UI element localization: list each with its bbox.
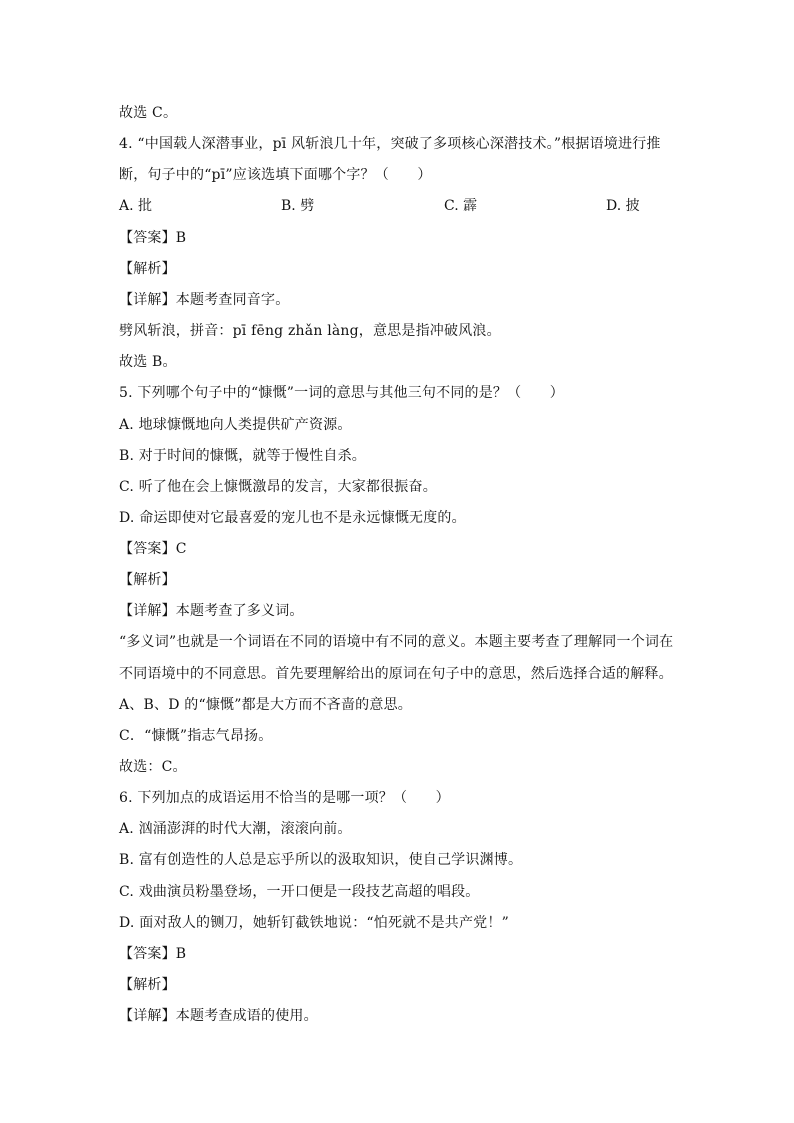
question-5-detail: 【详解】本题考查了多义词。: [119, 603, 304, 619]
question-4-option-b: B. 劈: [281, 198, 315, 214]
question-5-option-d: D. 命运即使对它最喜爱的宠儿也不是永远慷慨无度的。: [119, 510, 466, 526]
question-4-option-c: C. 霹: [444, 198, 478, 214]
question-4-explanation: 劈风斩浪，拼音：pī fēng zhǎn làng，意思是指冲破风浪。: [119, 323, 501, 339]
question-5-option-b: B. 对于时间的慷慨，就等于慢性自杀。: [119, 448, 366, 464]
question-6-answer: 【答案】B: [119, 946, 187, 962]
question-6-option-a: A. 汹涌澎湃的时代大潮，滚滚向前。: [119, 821, 352, 837]
question-4-option-d: D. 披: [606, 198, 640, 214]
question-5-explanation-line3: A、B、D 的“慷慨”都是大方而不吝啬的意思。: [119, 697, 412, 713]
question-5-explanation-line4: C．“慷慨”指志气昂扬。: [119, 728, 273, 744]
question-5-stem: 5. 下列哪个句子中的“慷慨”一词的意思与其他三句不同的是？（ ）: [119, 385, 564, 401]
question-6-analysis-heading: 【解析】: [119, 977, 176, 993]
question-5-conclusion: 故选：C。: [119, 759, 187, 775]
answer-conclusion-q3: 故选 C。: [119, 105, 178, 121]
question-6-option-c: C. 戏曲演员粉墨登场，一开口便是一段技艺高超的唱段。: [119, 884, 480, 900]
question-5-explanation-line2: 不同语境中的不同意思。首先要理解给出的原词在句子中的意思，然后选择合适的解释。: [119, 666, 673, 682]
question-5-answer: 【答案】C: [119, 541, 187, 557]
question-4-analysis-heading: 【解析】: [119, 261, 176, 277]
question-6-option-d: D. 面对敌人的铡刀，她斩钉截铁地说：“怕死就不是共产党！”: [119, 915, 509, 931]
question-4-detail: 【详解】本题考查同音字。: [119, 292, 290, 308]
question-4-stem-line1: 4. “中国载人深潜事业，pī 风斩浪几十年，突破了多项核心深潜技术。”根据语境进行推: [119, 136, 661, 152]
question-5-option-c: C. 听了他在会上慷慨激昂的发言，大家都很振奋。: [119, 479, 437, 495]
question-6-option-b: B. 富有创造性的人总是忘乎所以的汲取知识，使自己学识渊博。: [119, 852, 523, 868]
question-6-stem: 6. 下列加点的成语运用不恰当的是哪一项？（ ）: [119, 790, 450, 806]
question-5-option-a: A. 地球慷慨地向人类提供矿产资源。: [119, 417, 352, 433]
question-4-options: [119, 196, 679, 216]
question-5-analysis-heading: 【解析】: [119, 572, 176, 588]
question-5-explanation-line1: “多义词”也就是一个词语在不同的语境中有不同的意义。本题主要考查了理解同一个词在: [119, 634, 674, 650]
question-4-conclusion: 故选 B。: [119, 354, 177, 370]
question-6-detail: 【详解】本题考查成语的使用。: [119, 1008, 318, 1024]
question-4-option-a: A. 批: [119, 198, 153, 214]
question-4-answer: 【答案】B: [119, 230, 187, 246]
question-4-stem-line2: 断，句子中的“pī”应该选填下面哪个字？（ ）: [119, 167, 432, 183]
